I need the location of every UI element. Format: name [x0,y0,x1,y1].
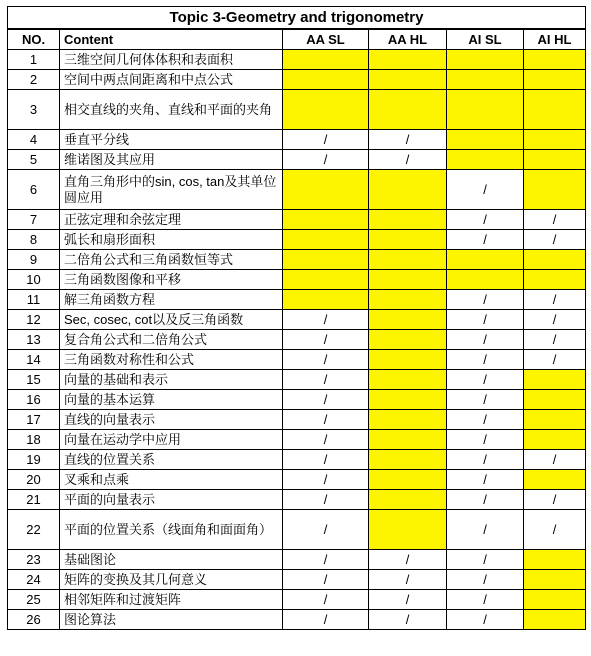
cell-aa-hl-highlighted [369,210,447,230]
cell-aa-hl-highlighted [369,310,447,330]
row-number: 15 [8,370,60,390]
cell-ai-hl-highlighted [524,590,586,610]
cell-ai-sl-highlighted [447,270,524,290]
cell-ai-hl-highlighted [524,130,586,150]
cell-ai-sl-highlighted [447,250,524,270]
table-row [8,550,586,570]
table-row [8,490,586,510]
row-content: 三角函数对称性和公式 [60,350,283,370]
cell-aa-hl-highlighted [369,470,447,490]
row-content: 矩阵的变换及其几何意义 [60,570,283,590]
cell-ai-hl-highlighted [524,410,586,430]
cell-ai-sl-excluded: / [447,570,524,590]
table-row [8,350,586,370]
cell-aa-hl-excluded: / [369,130,447,150]
cell-aa-hl-highlighted [369,510,447,550]
cell-ai-hl-excluded: / [524,510,586,550]
row-number: 7 [8,210,60,230]
cell-aa-sl-highlighted [283,270,369,290]
cell-ai-sl-excluded: / [447,410,524,430]
table-row [8,590,586,610]
row-content: 平面的向量表示 [60,490,283,510]
cell-ai-hl-excluded: / [524,450,586,470]
table-row [8,90,586,130]
cell-aa-hl-excluded: / [369,610,447,630]
cell-aa-sl-excluded: / [283,390,369,410]
row-number: 21 [8,490,60,510]
row-number: 16 [8,390,60,410]
header-no: NO. [8,29,60,50]
row-number: 12 [8,310,60,330]
row-content: 叉乘和点乘 [60,470,283,490]
cell-aa-hl-highlighted [369,50,447,70]
row-content: 平面的位置关系（线面角和面面角） [60,510,283,550]
header-row [8,29,586,50]
cell-ai-sl-excluded: / [447,310,524,330]
table-row [8,470,586,490]
cell-ai-hl-highlighted [524,150,586,170]
cell-aa-hl-highlighted [369,350,447,370]
row-content: 三维空间几何体体积和表面积 [60,50,283,70]
row-content: 图论算法 [60,610,283,630]
cell-aa-sl-excluded: / [283,430,369,450]
cell-aa-hl-highlighted [369,330,447,350]
table-row [8,390,586,410]
cell-ai-sl-excluded: / [447,170,524,210]
cell-ai-hl-highlighted [524,570,586,590]
header-ai-sl: AI SL [447,29,524,50]
cell-ai-sl-excluded: / [447,370,524,390]
table-row [8,150,586,170]
cell-ai-sl-highlighted [447,90,524,130]
cell-ai-sl-excluded: / [447,210,524,230]
row-number: 13 [8,330,60,350]
cell-aa-hl-excluded: / [369,590,447,610]
cell-ai-sl-excluded: / [447,450,524,470]
header-aa-sl: AA SL [283,29,369,50]
table-row [8,410,586,430]
cell-ai-hl-highlighted [524,390,586,410]
header-ai-hl: AI HL [524,29,586,50]
cell-ai-hl-highlighted [524,270,586,290]
row-content: 向量的基本运算 [60,390,283,410]
cell-ai-hl-excluded: / [524,350,586,370]
cell-ai-sl-excluded: / [447,610,524,630]
cell-aa-sl-excluded: / [283,410,369,430]
cell-ai-sl-highlighted [447,70,524,90]
syllabus-table [7,6,586,630]
cell-aa-hl-highlighted [369,90,447,130]
row-number: 9 [8,250,60,270]
row-content: 解三角函数方程 [60,290,283,310]
cell-ai-sl-excluded: / [447,550,524,570]
cell-ai-sl-highlighted [447,50,524,70]
row-content: 直线的位置关系 [60,450,283,470]
table-row [8,310,586,330]
row-number: 3 [8,90,60,130]
cell-ai-hl-highlighted [524,370,586,390]
table-row [8,70,586,90]
cell-aa-hl-excluded: / [369,570,447,590]
header-aa-hl: AA HL [369,29,447,50]
cell-ai-hl-excluded: / [524,290,586,310]
row-content: 基础图论 [60,550,283,570]
table-row [8,330,586,350]
cell-aa-sl-excluded: / [283,370,369,390]
table-row [8,170,586,210]
cell-ai-hl-excluded: / [524,210,586,230]
row-number: 22 [8,510,60,550]
table-row [8,510,586,550]
cell-ai-hl-highlighted [524,50,586,70]
cell-ai-sl-excluded: / [447,590,524,610]
cell-ai-hl-excluded: / [524,330,586,350]
table-row [8,50,586,70]
table-row [8,290,586,310]
cell-ai-hl-highlighted [524,550,586,570]
row-number: 6 [8,170,60,210]
row-content: 三角函数图像和平移 [60,270,283,290]
cell-aa-hl-highlighted [369,290,447,310]
cell-ai-sl-excluded: / [447,390,524,410]
table-row [8,270,586,290]
row-number: 24 [8,570,60,590]
cell-ai-hl-highlighted [524,430,586,450]
cell-aa-sl-excluded: / [283,570,369,590]
row-number: 14 [8,350,60,370]
cell-aa-sl-excluded: / [283,510,369,550]
cell-aa-hl-highlighted [369,370,447,390]
row-number: 4 [8,130,60,150]
cell-aa-hl-highlighted [369,490,447,510]
row-number: 19 [8,450,60,470]
cell-aa-sl-excluded: / [283,310,369,330]
row-content: 向量在运动学中应用 [60,430,283,450]
cell-ai-sl-excluded: / [447,510,524,550]
cell-aa-hl-highlighted [369,450,447,470]
syllabus-table-container [7,6,585,630]
cell-aa-sl-highlighted [283,50,369,70]
row-number: 8 [8,230,60,250]
cell-aa-sl-highlighted [283,210,369,230]
cell-aa-hl-excluded: / [369,550,447,570]
row-content: 正弦定理和余弦定理 [60,210,283,230]
cell-ai-hl-highlighted [524,470,586,490]
cell-aa-sl-excluded: / [283,150,369,170]
cell-ai-sl-highlighted [447,130,524,150]
table-row [8,450,586,470]
cell-aa-hl-highlighted [369,70,447,90]
row-number: 1 [8,50,60,70]
table-row [8,210,586,230]
cell-ai-sl-excluded: / [447,290,524,310]
cell-ai-hl-highlighted [524,170,586,210]
row-content: 复合角公式和二倍角公式 [60,330,283,350]
cell-ai-hl-highlighted [524,610,586,630]
cell-aa-hl-highlighted [369,410,447,430]
table-row [8,370,586,390]
row-content: 相交直线的夹角、直线和平面的夹角 [60,90,283,130]
row-number: 2 [8,70,60,90]
cell-aa-sl-excluded: / [283,450,369,470]
row-content: Sec, cosec, cot以及反三角函数 [60,310,283,330]
cell-ai-sl-excluded: / [447,470,524,490]
cell-ai-hl-highlighted [524,90,586,130]
cell-aa-sl-excluded: / [283,130,369,150]
cell-aa-sl-highlighted [283,70,369,90]
cell-aa-sl-highlighted [283,290,369,310]
row-content: 维诺图及其应用 [60,150,283,170]
cell-aa-sl-excluded: / [283,490,369,510]
table-row [8,430,586,450]
cell-aa-hl-excluded: / [369,150,447,170]
cell-ai-hl-highlighted [524,70,586,90]
row-content: 垂直平分线 [60,130,283,150]
row-number: 26 [8,610,60,630]
cell-aa-sl-highlighted [283,250,369,270]
row-number: 5 [8,150,60,170]
cell-aa-hl-highlighted [369,250,447,270]
table-row [8,570,586,590]
cell-aa-sl-excluded: / [283,330,369,350]
row-number: 11 [8,290,60,310]
table-title: Topic 3-Geometry and trigonometry [8,7,586,30]
cell-ai-sl-excluded: / [447,230,524,250]
cell-aa-sl-excluded: / [283,350,369,370]
row-number: 20 [8,470,60,490]
table-row [8,230,586,250]
row-content: 直线的向量表示 [60,410,283,430]
row-number: 25 [8,590,60,610]
row-content: 弧长和扇形面积 [60,230,283,250]
cell-aa-hl-highlighted [369,270,447,290]
row-number: 18 [8,430,60,450]
cell-ai-sl-excluded: / [447,350,524,370]
table-row [8,250,586,270]
row-content: 直角三角形中的sin, cos, tan及其单位圆应用 [60,170,283,210]
cell-aa-sl-excluded: / [283,550,369,570]
cell-aa-sl-excluded: / [283,610,369,630]
row-number: 23 [8,550,60,570]
cell-aa-sl-highlighted [283,90,369,130]
row-content: 相邻矩阵和过渡矩阵 [60,590,283,610]
cell-ai-sl-excluded: / [447,330,524,350]
row-number: 10 [8,270,60,290]
cell-aa-hl-highlighted [369,430,447,450]
cell-ai-hl-excluded: / [524,230,586,250]
table-row [8,610,586,630]
cell-aa-sl-excluded: / [283,470,369,490]
cell-aa-sl-excluded: / [283,590,369,610]
table-row [8,130,586,150]
row-content: 二倍角公式和三角函数恒等式 [60,250,283,270]
cell-aa-hl-highlighted [369,170,447,210]
cell-aa-hl-highlighted [369,230,447,250]
cell-ai-sl-excluded: / [447,490,524,510]
cell-ai-sl-highlighted [447,150,524,170]
cell-aa-sl-highlighted [283,230,369,250]
header-content: Content [60,29,283,50]
cell-aa-hl-highlighted [369,390,447,410]
cell-ai-hl-highlighted [524,250,586,270]
cell-ai-sl-excluded: / [447,430,524,450]
row-content: 空间中两点间距离和中点公式 [60,70,283,90]
cell-aa-sl-highlighted [283,170,369,210]
cell-ai-hl-excluded: / [524,490,586,510]
table-body [8,50,586,630]
row-number: 17 [8,410,60,430]
cell-ai-hl-excluded: / [524,310,586,330]
row-content: 向量的基础和表示 [60,370,283,390]
